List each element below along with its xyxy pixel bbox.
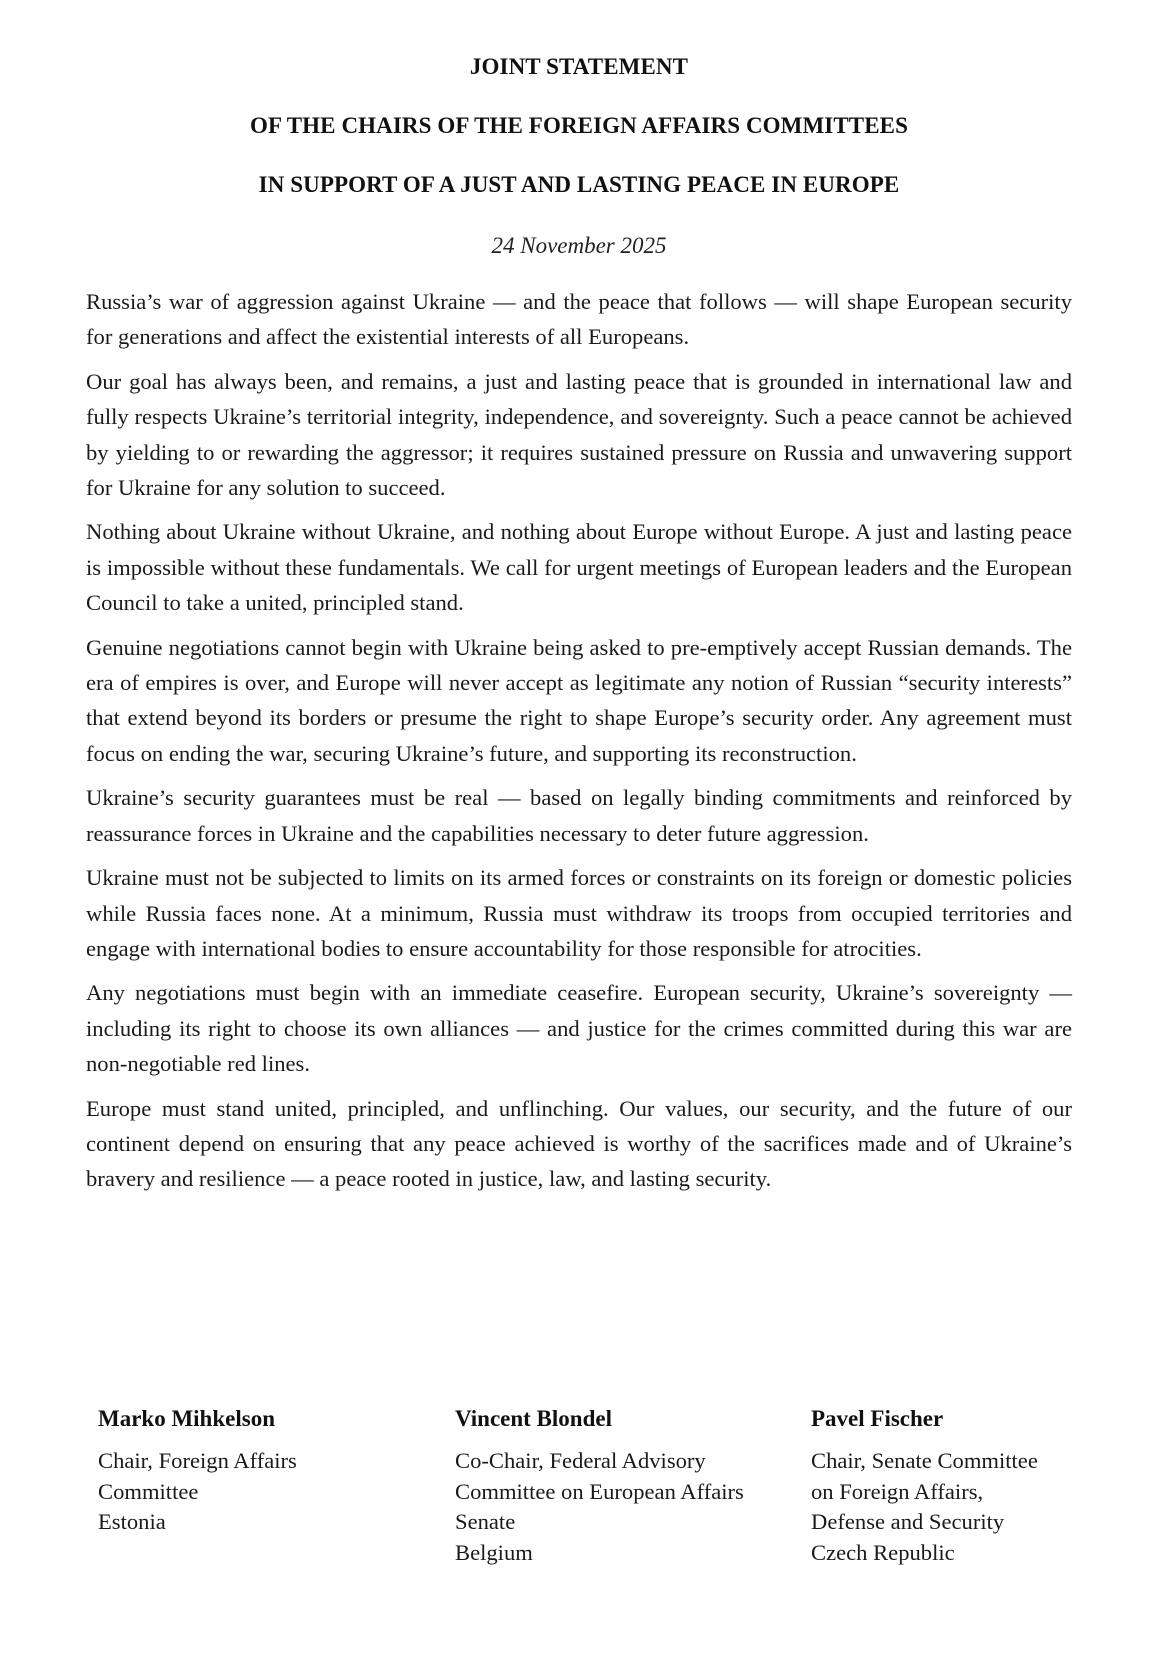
signatory-title: Committee on European Affairs (455, 1478, 744, 1504)
signatory-title: Committee (98, 1478, 199, 1504)
signatory-country: Czech Republic (811, 1539, 955, 1565)
signatory-belgium (455, 1404, 744, 1568)
statement-body (86, 284, 1072, 1206)
signatory-czech-republic (811, 1404, 1038, 1568)
signatures-block (98, 1404, 1088, 1604)
paragraph: Our goal has always been, and remains, a just and lasting peace that is grounded in international law and fully respects Ukraine’s territorial integrity, independence, and sovereignty. Such a peace cannot be achieved by yielding to or rewarding the aggressor; it requires sustained pressure on Russia and unwavering support for Ukraine for any solution to succeed. (86, 368, 1072, 501)
signatory-title: Chair, Senate Committee (811, 1448, 1038, 1473)
signatory-name: Vincent Blondel (455, 1406, 612, 1431)
signatory-name: Pavel Fischer (811, 1406, 944, 1431)
signatory-title: Senate (455, 1509, 516, 1534)
signatory-title: Defense and Security (811, 1509, 1005, 1534)
document-date: 24 November 2025 (491, 233, 667, 258)
paragraph: Nothing about Ukraine without Ukraine, and nothing about Europe without Europe. A just and lasting peace is impossible without these fundamentals. We call for urgent meetings of European leaders and the European Council to take a united, principled stand. (86, 519, 1072, 616)
paragraph: Ukraine’s security guarantees must be real — based on legally binding commitments and reinforced by reassurance forces in Ukraine and the capabilities necessary to deter future aggression. (86, 785, 1072, 846)
document-subtitle-2: IN SUPPORT OF A JUST AND LASTING PEACE IN EUROPE (258, 172, 900, 197)
signatory-country: Belgium (455, 1539, 533, 1565)
paragraph: Europe must stand united, principled, and unflinching. Our values, our security, and the future of our continent depend on ensuring that any peace achieved is worthy of the sacrifices made and of Ukraine’s bravery and resilience — a peace rooted in justice, law, and lasting security. (86, 1095, 1072, 1192)
signatory-title: Chair, Foreign Affairs (98, 1448, 297, 1473)
paragraph: Russia’s war of aggression against Ukraine — and the peace that follows — will shape European security for generations and affect the existential interests of all Europeans. (86, 289, 1072, 350)
signatory-name: Marko Mihkelson (98, 1406, 275, 1431)
signatory-country: Estonia (98, 1509, 166, 1534)
paragraph: Ukraine must not be subjected to limits on its armed forces or constraints on its foreign or domestic policies while Russia faces none. At a minimum, Russia must withdraw its troops from occupied territories and engage with international bodies to ensure accountability for those responsible for atrocities. (86, 865, 1072, 961)
signatory-estonia (98, 1404, 297, 1538)
document-subtitle: OF THE CHAIRS OF THE FOREIGN AFFAIRS COMMITTEES (250, 113, 908, 138)
paragraph: Any negotiations must begin with an immediate ceasefire. European security, Ukraine’s sovereignty — including its right to choose its own alliances — and justice for the crimes committed during this war are non-negotiable red lines. (86, 980, 1072, 1077)
document-title: JOINT STATEMENT (469, 54, 689, 79)
signatory-title: on Foreign Affairs, (811, 1478, 984, 1504)
signatory-title: Co-Chair, Federal Advisory (455, 1448, 706, 1473)
paragraph: Genuine negotiations cannot begin with Ukraine being asked to pre-emptively accept Russian demands. The era of empires is over, and Europe will never accept as legitimate any notion of Russian “security interests” that extend beyond its borders or presume the right to shape Europe’s security order. Any agreement must focus on ending the war, securing Ukraine’s future, and supporting its reconstruction. (86, 634, 1072, 766)
